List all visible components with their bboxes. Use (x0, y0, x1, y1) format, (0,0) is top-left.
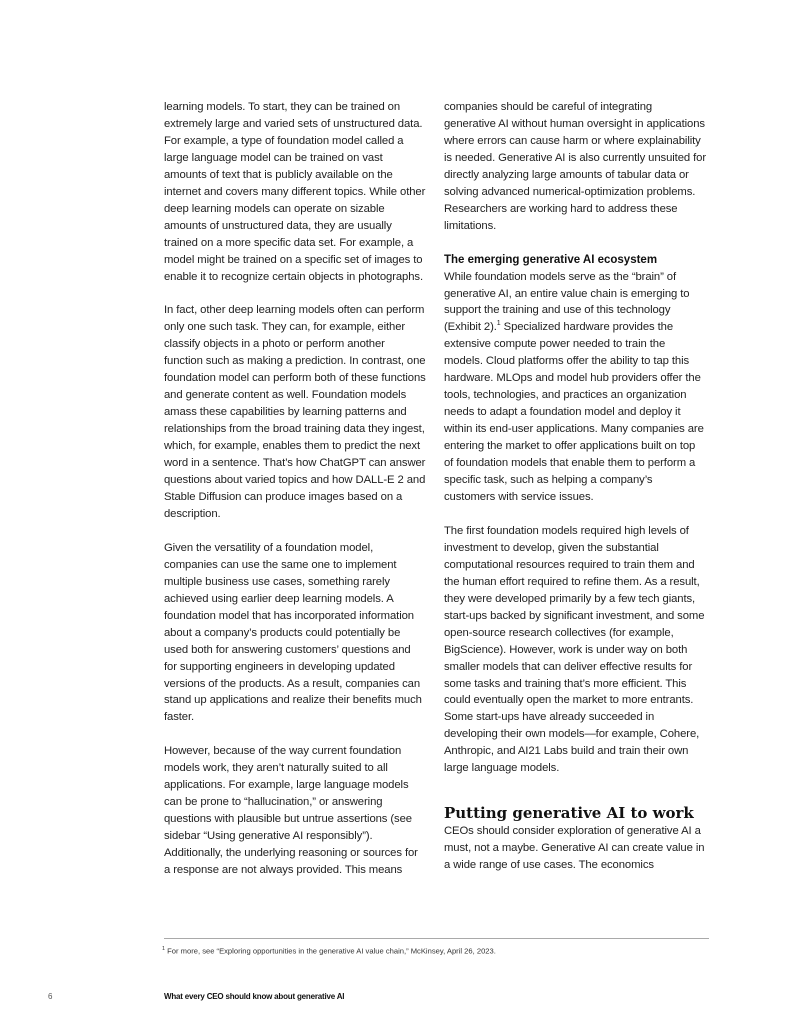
footnote-text: For more, see “Exploring opportunities in the generative AI value chain,” McKinsey, April 26, 2023. (165, 946, 496, 956)
body-paragraph: However, because of the way current foundation models work, they aren’t naturally suited to all applications. For example, large language models can be prone to “hallucination,” or answering questions with plausible but untrue assertions (see sidebar “Using generative AI responsibly”). Additionally, the underlying reasoning or sources for a response are not always provided. This means (164, 745, 418, 877)
body-paragraph: CEOs should consider exploration of generative AI a must, not a maybe. Generative AI can create value in a wide range of use cases. The economics (444, 825, 705, 872)
body-paragraph (444, 269, 706, 506)
left-column (164, 99, 426, 879)
body-paragraph: Given the versatility of a foundation model, companies can use the same one to implement multiple business use cases, something rarely achieved using earlier deep learning models. A foundation model that has incorporated information about a company’s products could potentially be used both for answering customers’ questions and for supporting engineers in developing updated versions of the products. As a result, companies can stand up applications and realize their benefits much faster. (164, 541, 422, 724)
section-heading: Putting generative AI to work (444, 804, 694, 823)
paragraph-text: While foundation models serve as the “brain” of generative AI, an entire value chain is emerging to support the training and use of this technology (Exhibit 2). (444, 270, 690, 334)
footnote-marker: 1 (162, 946, 166, 952)
body-paragraph: learning models. To start, they can be trained on extremely large and varied sets of unstructured data. For example, a type of foundation model called a large language model can be trained on vast amounts of text that is publicly available on the internet and covers many different topics. While other deep learning models can operate on sizable amounts of unstructured data, they are usually trained on a more specific data set. For example, a model might be trained on a specific set of images to enable it to recognize certain objects in photographs. (164, 101, 426, 283)
page-number: 6 (48, 992, 53, 1001)
body-paragraph: In fact, other deep learning models often can perform only one such task. They can, for example, either classify objects in a photo or perform another function such as making a prediction. In contrast, one foundation model can perform both of these functions and generate content as well. Foundation models amass these capabilities by learning patterns and relationships from the broad training data they ingest, which, for example, enables them to predict the next word in a sentence. That’s how ChatGPT can answer questions about varied topics and how DALL-E 2 and Stable Diffusion can produce images based on a description. (164, 304, 426, 520)
paragraph-text: Specialized hardware provides the extensive compute power needed to train the models. Cloud platforms offer the ability to tap this hardware. MLOps and model hub providers offer the tools, technologies, and practices an organization needs to adapt a foundation model and deploy it within its end-user applications. Many companies are entering the market to offer applications built on top of foundation models that enable them to perform a specific task, such as helping a company’s customers with service issues. (444, 321, 704, 503)
footnote-divider (164, 938, 709, 939)
body-paragraph: The first foundation models required high levels of investment to develop, given the substantial computational resources required to train them and the human effort required to refine them. As a result, they were developed primarily by a few tech giants, start-ups backed by significant investment, and some open-source research collectives (for example, BigScience). However, work is under way on both smaller models that can deliver effective results for some tasks and training that’s more efficient. This could eventually open the market to more entrants. Some start-ups have already succeeded in developing their own models—for example, Cohere, Anthropic, and AI21 Labs build and train their own large language models. (444, 524, 705, 775)
section-subheading: The emerging generative AI ecosystem (444, 253, 658, 266)
running-footer-title: What every CEO should know about generative AI (164, 992, 345, 1001)
footnote (162, 944, 496, 957)
right-column (444, 99, 706, 874)
footnote-reference[interactable]: 1 (496, 320, 501, 328)
body-paragraph: companies should be careful of integrating generative AI without human oversight in applications where errors can cause harm or where explainability is needed. Generative AI is also currently unsuited for directly analyzing large amounts of tabular data or solving advanced numerical-optimization problems. Researchers are working hard to address these limitations. (444, 101, 707, 232)
